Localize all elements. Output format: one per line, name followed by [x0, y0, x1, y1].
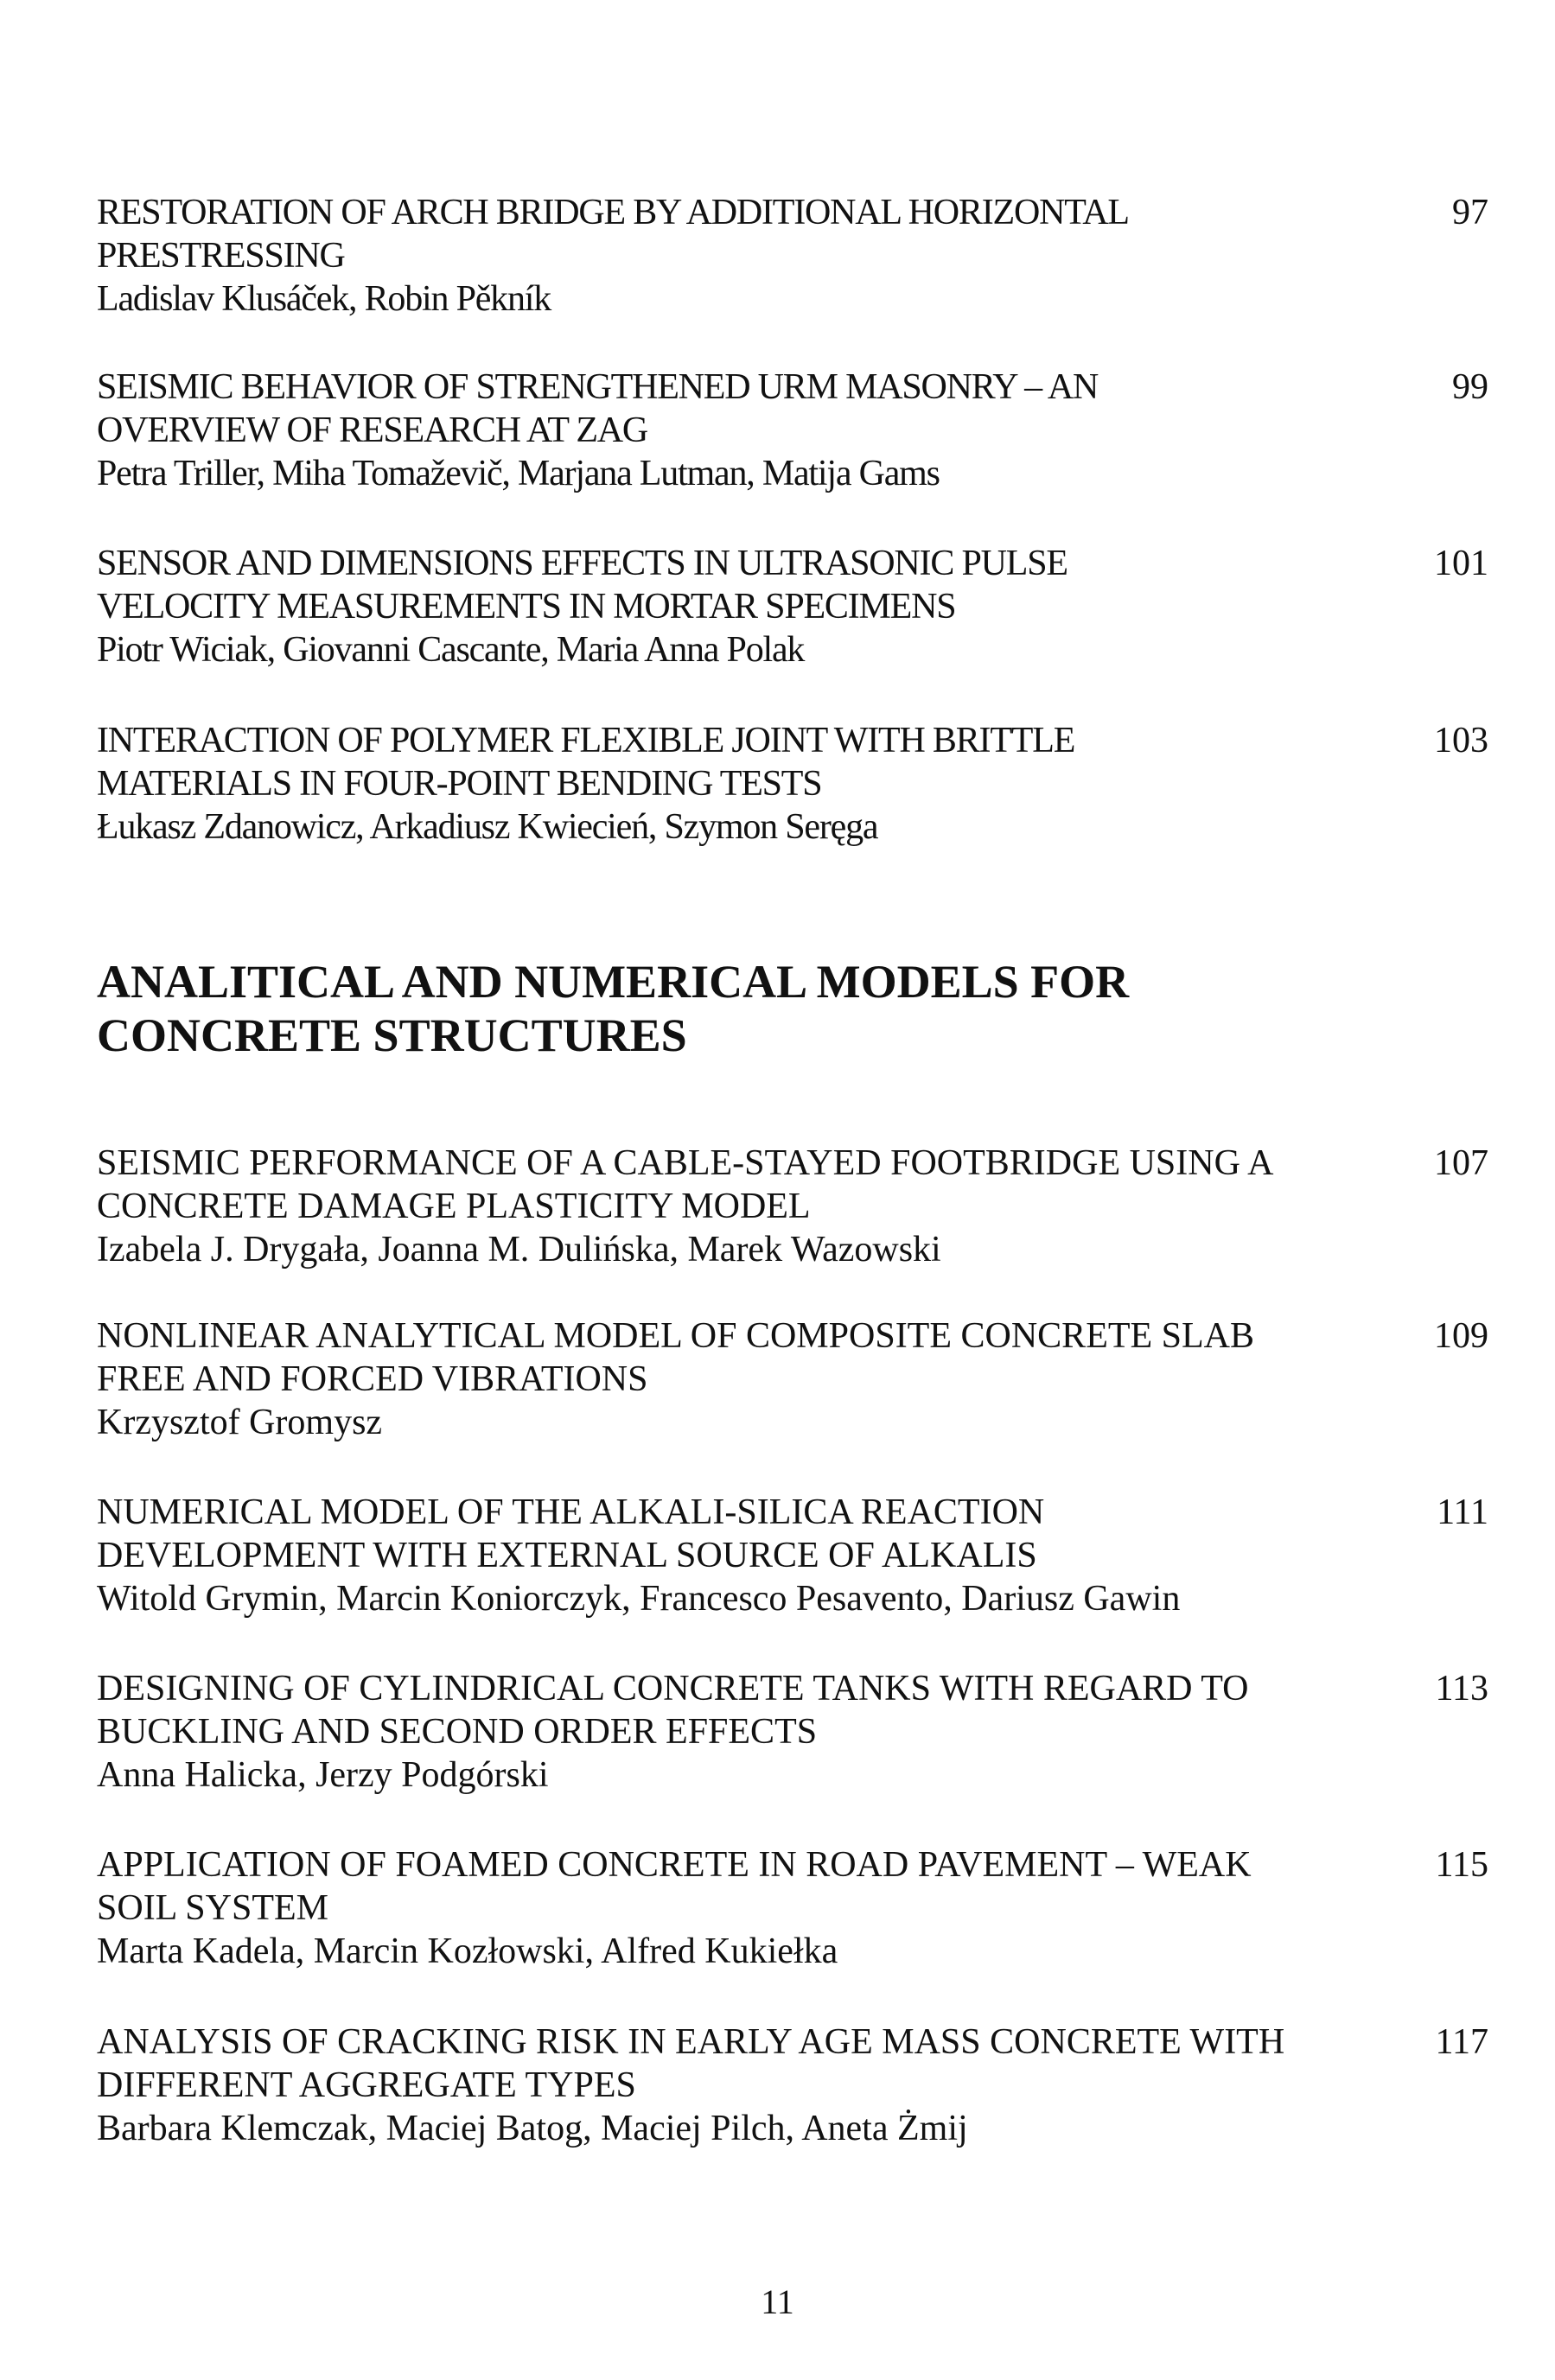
entry-page-number: 107 [1434, 1143, 1488, 1183]
entry-authors: Izabela J. Drygała, Joanna M. Dulińska, Marek Wazowski [97, 1230, 941, 1270]
toc-entry [97, 719, 1488, 849]
entry-authors: Petra Triller, Miha Tomaževič, Marjana Lutman, Matija Gams [97, 454, 940, 493]
entry-page-number: 99 [1452, 367, 1488, 407]
toc-entry [97, 191, 1488, 321]
entry-title-line-1: ANALYSIS OF CRACKING RISK IN EARLY AGE MASS CONCRETE WITH [97, 2022, 1285, 2062]
toc-entry [97, 2020, 1488, 2150]
entry-page-number: 103 [1434, 721, 1488, 760]
entry-title-line-2: DIFFERENT AGGREGATE TYPES [97, 2065, 636, 2105]
toc-entry [97, 1667, 1488, 1797]
section-heading-line-2: CONCRETE STRUCTURES [97, 1009, 687, 1061]
entry-title-line-2: FREE AND FORCED VIBRATIONS [97, 1359, 648, 1399]
entry-title-line-2: MATERIALS IN FOUR-POINT BENDING TESTS [97, 764, 822, 804]
entry-title-line-1: SENSOR AND DIMENSIONS EFFECTS IN ULTRASONIC PULSE [97, 544, 1067, 583]
entry-title-line-1: APPLICATION OF FOAMED CONCRETE IN ROAD PAVEMENT – WEAK [97, 1845, 1252, 1885]
entry-title-line-1: SEISMIC BEHAVIOR OF STRENGTHENED URM MASONRY – AN [97, 367, 1099, 407]
entry-page-number: 111 [1437, 1492, 1488, 1532]
toc-entry [97, 1142, 1488, 1271]
entry-title-line-2: CONCRETE DAMAGE PLASTICITY MODEL [97, 1187, 811, 1226]
entry-title-line-2: SOIL SYSTEM [97, 1888, 328, 1928]
entry-title-line-2: BUCKLING AND SECOND ORDER EFFECTS [97, 1712, 818, 1752]
entry-title-line-2: VELOCITY MEASUREMENTS IN MORTAR SPECIMENS [97, 587, 956, 627]
entry-page-number: 117 [1435, 2022, 1488, 2062]
entry-page-number: 113 [1435, 1669, 1488, 1709]
entry-title-line-1: DESIGNING OF CYLINDRICAL CONCRETE TANKS WITH REGARD TO [97, 1669, 1249, 1709]
toc-entry [97, 1314, 1488, 1444]
toc-entry [97, 542, 1488, 671]
entry-authors: Anna Halicka, Jerzy Podgórski [97, 1755, 549, 1795]
entry-authors: Witold Grymin, Marcin Koniorczyk, Francesco Pesavento, Dariusz Gawin [97, 1579, 1181, 1619]
entry-authors: Łukasz Zdanowicz, Arkadiusz Kwiecień, Szymon Seręga [97, 807, 878, 847]
section-heading [97, 955, 1129, 1062]
entry-title-line-1: NONLINEAR ANALYTICAL MODEL OF COMPOSITE CONCRETE SLAB [97, 1316, 1255, 1356]
entry-title-line-1: SEISMIC PERFORMANCE OF A CABLE-STAYED FOOTBRIDGE USING A [97, 1143, 1274, 1183]
section-heading-line-1: ANALITICAL AND NUMERICAL MODELS FOR [97, 956, 1130, 1008]
entry-authors: Krzysztof Gromysz [97, 1403, 383, 1442]
entry-page-number: 115 [1435, 1845, 1488, 1885]
entry-authors: Barbara Klemczak, Maciej Batog, Maciej Pilch, Aneta Żmij [97, 2109, 968, 2148]
entry-title-line-1: NUMERICAL MODEL OF THE ALKALI-SILICA REACTION [97, 1492, 1045, 1532]
entry-authors: Marta Kadela, Marcin Kozłowski, Alfred Kukiełka [97, 1931, 838, 1971]
entry-title-line-1: RESTORATION OF ARCH BRIDGE BY ADDITIONAL HORIZONTAL [97, 193, 1129, 232]
entry-page-number: 109 [1434, 1316, 1488, 1356]
entry-page-number: 101 [1434, 544, 1488, 583]
entry-title-line-2: DEVELOPMENT WITH EXTERNAL SOURCE OF ALKALIS [97, 1536, 1037, 1575]
page-number: 11 [761, 2282, 794, 2321]
entry-title-line-1: INTERACTION OF POLYMER FLEXIBLE JOINT WITH BRITTLE [97, 721, 1075, 760]
toc-entry [97, 1843, 1488, 1973]
toc-entry [97, 366, 1488, 495]
entry-authors: Ladislav Klusáček, Robin Pěkník [97, 279, 551, 319]
entry-page-number: 97 [1452, 193, 1488, 232]
toc-entry [97, 1491, 1488, 1620]
entry-authors: Piotr Wiciak, Giovanni Cascante, Maria Anna Polak [97, 630, 805, 670]
entry-title-line-2: OVERVIEW OF RESEARCH AT ZAG [97, 410, 648, 450]
entry-title-line-2: PRESTRESSING [97, 236, 345, 276]
